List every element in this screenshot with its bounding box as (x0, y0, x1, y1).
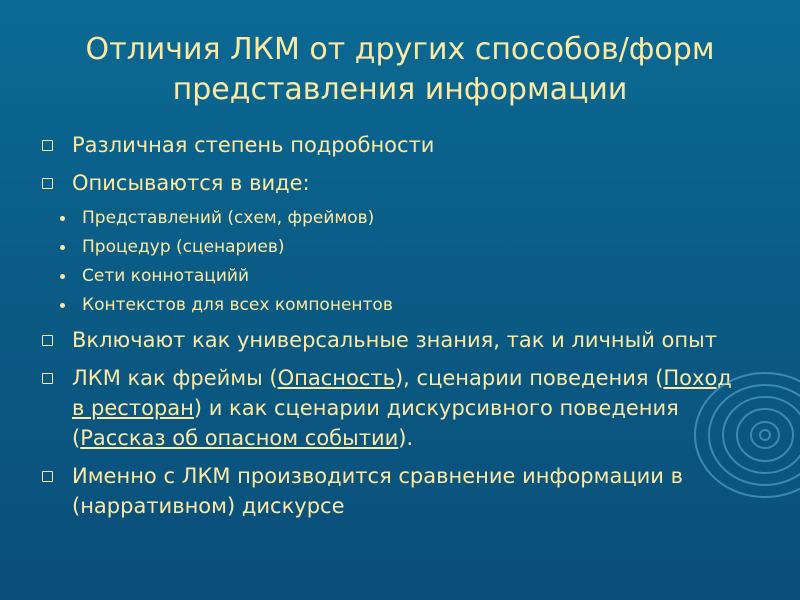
title-line-1: Отличия ЛКМ от других способов/форм (85, 32, 715, 67)
square-outline-icon (42, 335, 53, 346)
dot-icon (60, 216, 65, 221)
bullet-item-1 (40, 130, 740, 160)
sub-bullet-text: Контекстов для всех компонентов (82, 295, 393, 315)
bullet-text: Включают как универсальные знания, так и личный опыт (72, 328, 717, 352)
title-line-2: представления информации (172, 72, 628, 107)
sub-bullet-list (40, 206, 740, 317)
sub-bullet-text: Сети коннотацийй (82, 266, 250, 286)
bullet-text: Описываются в виде: (72, 171, 310, 195)
sub-bullet-item-1 (40, 206, 740, 230)
bullet-list (40, 130, 740, 529)
bullet-text: Именно с ЛКМ производится сравнение информации в (нарративном) дискурсе (72, 464, 683, 518)
sub-bullet-text: Представлений (схем, фреймов) (82, 208, 375, 228)
bullet-item-2 (40, 168, 740, 198)
bullet-item-5 (40, 461, 740, 521)
square-outline-icon (42, 140, 53, 151)
sub-bullet-text: Процедур (сценариев) (82, 237, 285, 257)
bullet-item-3 (40, 325, 740, 355)
bullet-item-4 (40, 363, 740, 453)
sub-bullet-item-2 (40, 235, 740, 259)
link-danger-story[interactable]: Рассказ об опасном событии (80, 426, 399, 450)
square-outline-icon (42, 471, 53, 482)
bullet-text-part: ) и как сценарии дискурсивного поведения ( (72, 396, 679, 450)
water-ripple-icon (690, 360, 800, 510)
square-outline-icon (42, 178, 53, 189)
sub-bullet-item-3 (40, 264, 740, 288)
bullet-text-part: ). (398, 426, 414, 450)
bullet-text: Различная степень подробности (72, 133, 435, 157)
link-restaurant-script[interactable]: Поход в ресторан (72, 366, 732, 420)
bullet-text-part: ЛКМ как фреймы ( (72, 366, 278, 390)
slide-title (40, 30, 760, 110)
link-danger-frame[interactable]: Опасность (277, 366, 395, 390)
square-outline-icon (42, 373, 53, 384)
dot-icon (60, 274, 65, 279)
bullet-text-part: ), сценарии поведения ( (394, 366, 664, 390)
dot-icon (60, 303, 65, 308)
dot-icon (60, 245, 65, 250)
sub-bullet-item-4 (40, 293, 740, 317)
